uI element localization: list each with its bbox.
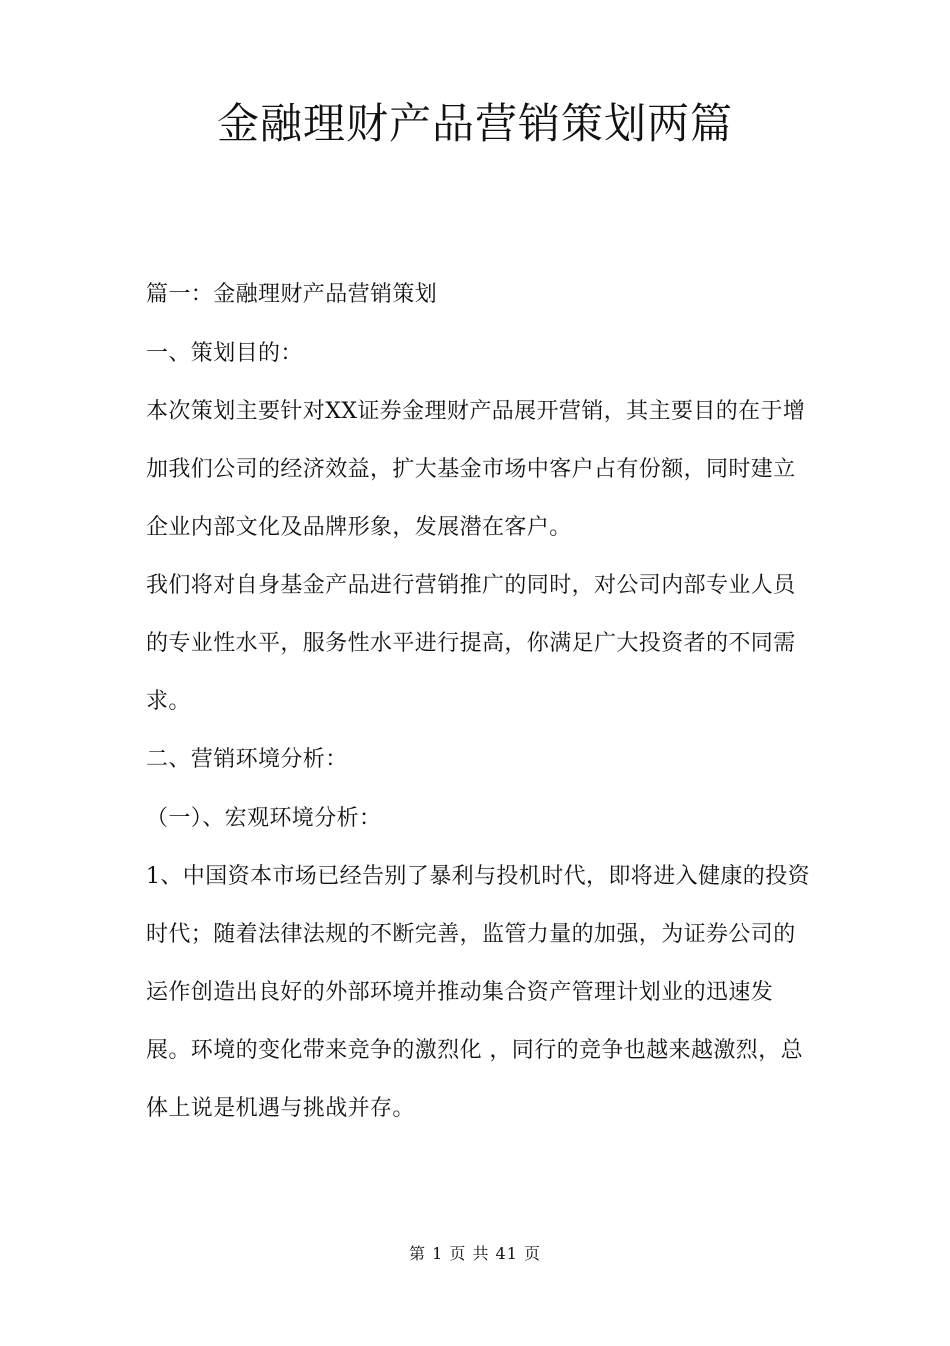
paragraph-line: 的专业性水平，服务性水平进行提高，你满足广大投资者的不同需 <box>146 631 796 656</box>
section-heading-part-one: 篇一：金融理财产品营销策划 <box>146 282 438 307</box>
page-footer: 第 1 页 共 41 页 <box>409 1244 541 1263</box>
paragraph-line: 体上说是机遇与挑战并存。 <box>146 1096 415 1121</box>
paragraph-line: 本次策划主要针对XX证券金理财产品展开营销，其主要目的在于增 <box>146 399 806 424</box>
section-heading-purpose: 一、策划目的： <box>146 341 303 366</box>
paragraph-line: 展。环境的变化带来竞争的激烈化 ，同行的竞争也越来越激烈，总 <box>146 1038 803 1063</box>
paragraph-line: 1、中国资本市场已经告别了暴利与投机时代，即将进入健康的投资 <box>146 864 810 889</box>
paragraph-line: 我们将对自身基金产品进行营销推广的同时，对公司内部专业人员 <box>146 573 796 598</box>
paragraph-line: 求。 <box>146 689 191 714</box>
paragraph-line: 时代；随着法律法规的不断完善，监管力量的加强，为证券公司的 <box>146 922 796 947</box>
subsection-heading-macro: （一）、宏观环境分析： <box>146 806 382 831</box>
paragraph-line: 运作创造出良好的外部环境并推动集合资产管理计划业的迅速发 <box>146 980 774 1005</box>
paragraph-line: 加我们公司的经济效益，扩大基金市场中客户占有份额，同时建立 <box>146 457 796 482</box>
document-title: 金融理财产品营销策划两篇 <box>216 99 733 148</box>
paragraph-line: 企业内部文化及品牌形象，发展潜在客户。 <box>146 515 572 540</box>
section-heading-environment: 二、营销环境分析： <box>146 747 348 772</box>
